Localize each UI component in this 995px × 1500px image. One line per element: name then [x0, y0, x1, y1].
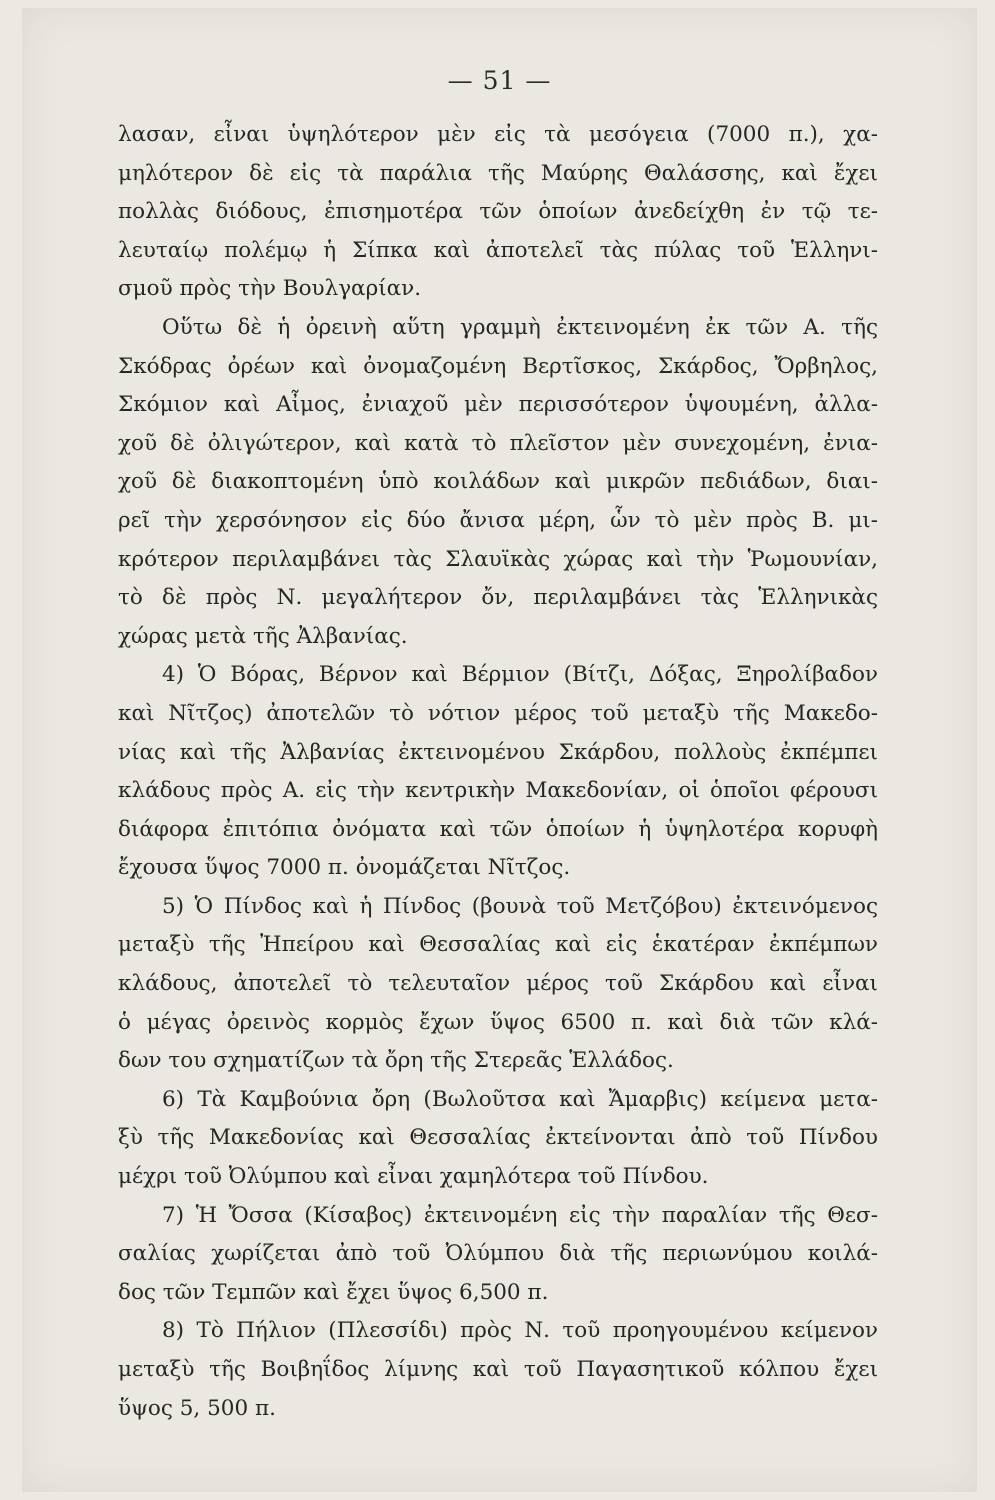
text-line: μεταξὺ τῆς Βοιβηΐδος λίμνης καὶ τοῦ Παγασητικοῦ κόλπου ἔχει — [118, 1357, 878, 1382]
text-line: ξὺ τῆς Μακεδονίας καὶ Θεσσαλίας ἐκτείνονται ἀπὸ τοῦ Πίνδου — [118, 1125, 878, 1151]
text-line: κλάδους πρὸς Α. εἰς τὴν κεντρικὴν Μακεδονίαν, οἱ ὁποῖοι φέρουσι — [118, 778, 878, 804]
text-line: λασαν, εἶναι ὑψηλότερον μὲν εἰς τὰ μεσόγεια (7000 π.), χα- — [118, 122, 878, 147]
text-line: ἔχουσα ὕψος 7000 π. ὀνομάζεται Νῖτζος. — [118, 855, 571, 881]
text-line: Σκόμιον καὶ Αἶμος, ἐνιαχοῦ μὲν περισσότερον ὑψουμένη, ἀλλα- — [118, 392, 878, 418]
text-line: Οὕτω δὲ ἡ ὀρεινὴ αὕτη γραμμὴ ἐκτεινομένη ἐκ τῶν Α. τῆς — [162, 314, 878, 340]
text-line: 5) Ὁ Πίνδος καὶ ἡ Πίνδος (βουνὰ τοῦ Μετζόβου) ἐκτεινόμενος — [162, 893, 878, 919]
text-line: κρότερον περιλαμβάνει τὰς Σλαυϊκὰς χώρας καὶ τὴν Ῥωμουνίαν, — [118, 546, 878, 572]
text-line: μεταξὺ τῆς Ἠπείρου καὶ Θεσσαλίας καὶ εἰς ἑκατέραν ἐκπέμπων — [118, 932, 878, 958]
text-line: χώρας μετὰ τῆς Ἀλβανίας. — [118, 623, 408, 649]
text-line: νίας καὶ τῆς Ἀλβανίας ἐκτεινομένου Σκάρδου, πολλοὺς ἐκπέμπει — [118, 739, 878, 765]
text-line: πολλὰς διόδους, ἐπισημοτέρα τῶν ὁποίων ἀνεδείχθη ἐν τῷ τε- — [118, 199, 878, 225]
text-line: 8) Τὸ Πήλιον (Πλεσσίδι) πρὸς Ν. τοῦ προηγουμένου κείμενον — [162, 1318, 878, 1344]
text-line: 6) Τὰ Καμβούνια ὄρη (Βωλοῦτσα καὶ Ἄμαρβις) κείμενα μετα- — [162, 1086, 878, 1112]
text-line: σμοῦ πρὸς τὴν Βουλγαρίαν. — [118, 276, 422, 302]
text-line: λευταίῳ πολέμῳ ἡ Σίπκα καὶ ἀποτελεῖ τὰς πύλας τοῦ Ἑλληνι- — [118, 237, 878, 263]
text-line: καὶ Νῖτζος) ἀποτελῶν τὸ νότιον μέρος τοῦ μεταξὺ τῆς Μακεδο- — [118, 700, 878, 726]
text-line: ὁ μέγας ὀρεινὸς κορμὸς ἔχων ὕψος 6500 π. καὶ διὰ τῶν κλά- — [118, 1009, 878, 1035]
text-line: δος τῶν Τεμπῶν καὶ ἔχει ὕψος 6,500 π. — [118, 1279, 549, 1305]
text-line: δων του σχηματίζων τὰ ὄρη τῆς Στερεᾶς Ἑλλάδος. — [118, 1048, 674, 1074]
page-number: — 51 — — [447, 66, 552, 95]
body-text — [118, 116, 878, 1428]
text-line: χοῦ δὲ διακοπτομένη ὑπὸ κοιλάδων καὶ μικρῶν πεδιάδων, διαι- — [118, 469, 878, 495]
text-line: τὸ δὲ πρὸς Ν. μεγαλήτερον ὄν, περιλαμβάνει τὰς Ἑλληνικὰς — [118, 585, 878, 611]
text-line: διάφορα ἐπιτόπια ὀνόματα καὶ τῶν ὁποίων ἡ ὑψηλοτέρα κορυφὴ — [118, 816, 878, 842]
text-line: ρεῖ τὴν χερσόνησον εἰς δύο ἄνισα μέρη, ὧν τὸ μὲν πρὸς Β. μι- — [118, 507, 878, 533]
text-line: σαλίας χωρίζεται ἀπὸ τοῦ Ὀλύμπου διὰ τῆς περιωνύμου κοιλά- — [118, 1241, 878, 1267]
text-line: 7) Ἡ Ὄσσα (Κίσαβος) ἐκτεινομένη εἰς τὴν παραλίαν τῆς Θεσ- — [162, 1202, 878, 1228]
text-line: χοῦ δὲ ὀλιγώτερον, καὶ κατὰ τὸ πλεῖστον μὲν συνεχομένη, ἐνια- — [118, 430, 878, 456]
book-page — [22, 8, 977, 1492]
text-line: μέχρι τοῦ Ὀλύμπου καὶ εἶναι χαμηλότερα τοῦ Πίνδου. — [118, 1164, 709, 1190]
text-line: 4) Ὁ Βόρας, Βέρνον καὶ Βέρμιον (Βίτζι, Δόξας, Ξηρολίβαδον — [162, 662, 878, 688]
text-line: ὕψος 5, 500 π. — [118, 1395, 276, 1421]
text-line: Σκόδρας ὀρέων καὶ ὀνομαζομένη Βερτῖσκος, Σκάρδος, Ὄρβηλος, — [118, 353, 878, 379]
text-line: μηλότερον δὲ εἰς τὰ παράλια τῆς Μαύρης Θαλάσσης, καὶ ἔχει — [118, 160, 878, 186]
text-line: κλάδους, ἀποτελεῖ τὸ τελευταῖον μέρος τοῦ Σκάρδου καὶ εἶναι — [118, 971, 878, 997]
